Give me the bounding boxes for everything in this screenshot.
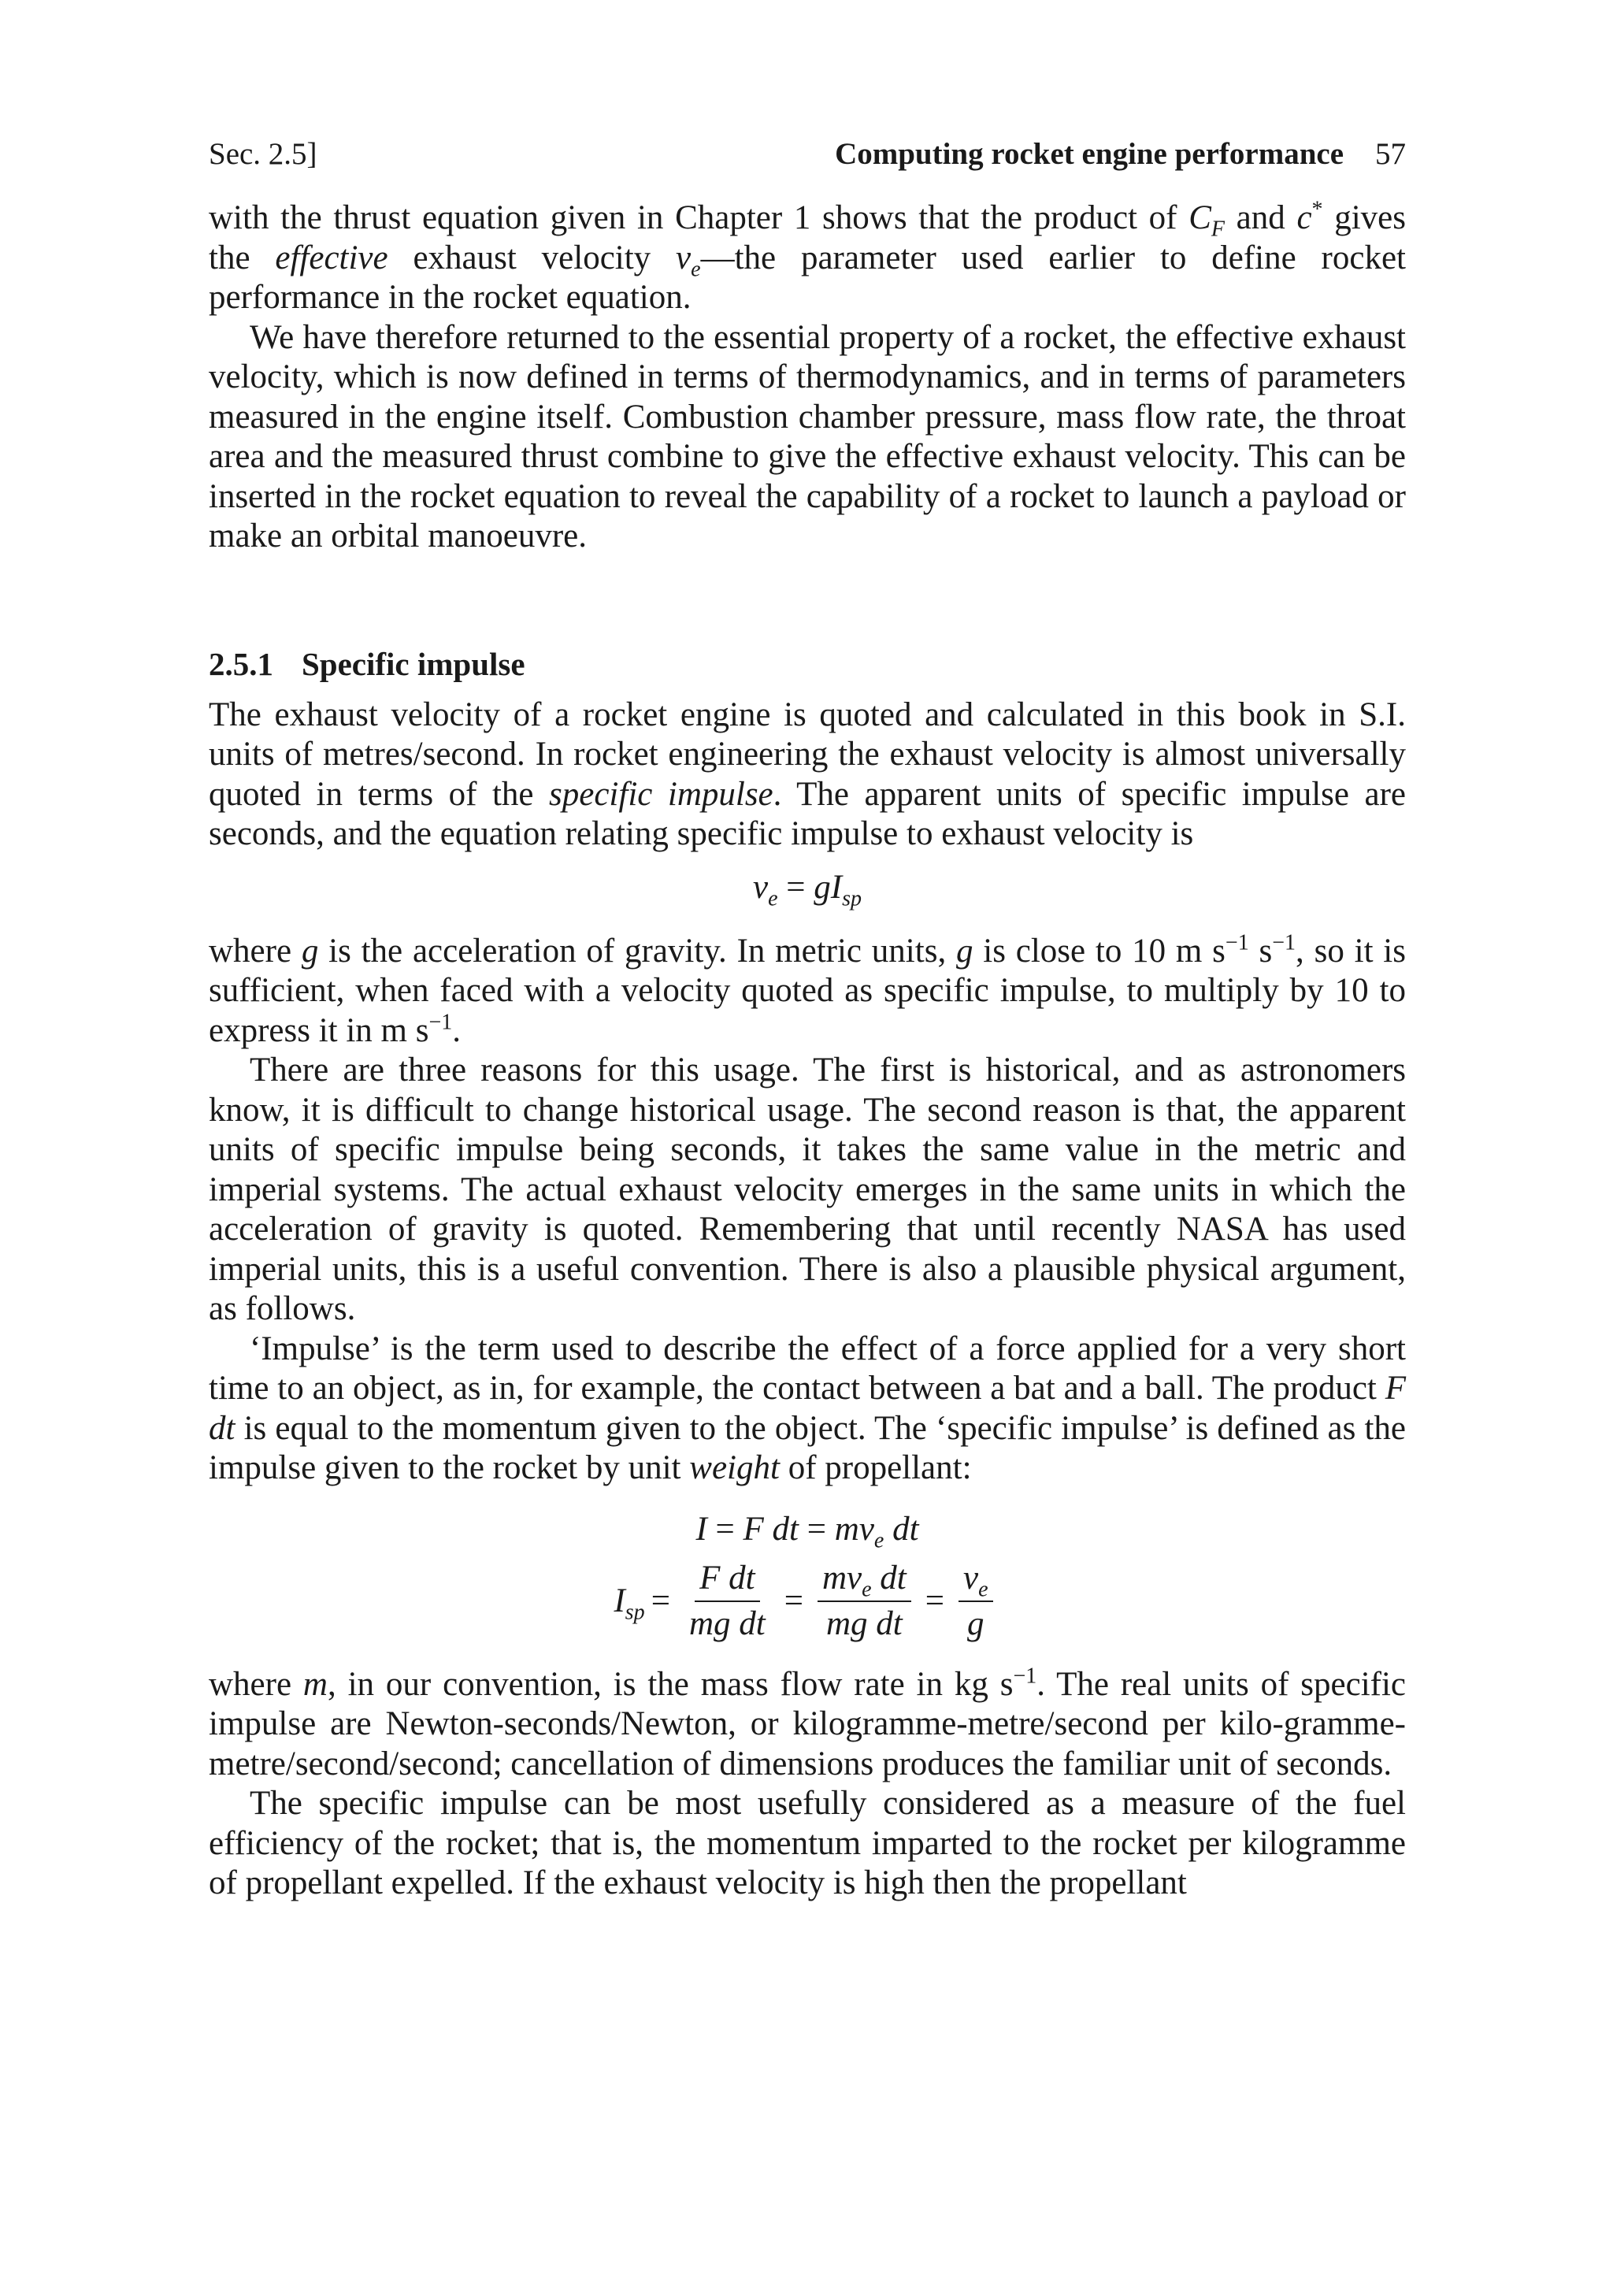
paragraph-7: where m, in our convention, is the mass flow rate in kg $s^{-1}$. The real units of specific impulse are Newton-seconds/Newton, or kilogramme-metre/second per kilo-gramme-metre/second/second; cancellation of dimensions produces the familiar unit of seconds. bbox=[209, 1664, 1406, 1782]
paragraph-1: with the thrust equation given in Chapter 1 shows that the product of $C_F$ and c* gives the effective exhaust velocity $v_e—the$ parameter used earlier to define rocket performance in the rocket equation. bbox=[209, 197, 1406, 316]
fraction-3: $\frac{v_e}{g}$ bbox=[959, 1558, 993, 1645]
equation-impulse: I = F dt = $mv_e$ dt bbox=[695, 1510, 919, 1553]
equation-exhaust-velocity: $v_e = gI_{sp}$ bbox=[752, 868, 862, 911]
page-number: 57 bbox=[1375, 137, 1406, 171]
fraction-2: $\frac{mv_e dt}{\text{mg dt}}$ bbox=[818, 1558, 911, 1645]
paragraph-6: ‘Impulse’ is the term used to describe the effect of a force applied for a very short time to an object, as in, for example, the contact between a bat and a ball. The product F dt is equal to the momentum given to the object. The ‘specific impulse’ is defined as the impulse given to the rocket by unit weight of propellant: bbox=[209, 1330, 1406, 1486]
paragraph-8: The specific impulse can be most usefully considered as a measure of the fuel efficiency of the rocket; that is, the momentum imparted to the rocket per kilogramme of propellant expelled. If the exhaust velocity is high then the propellant bbox=[209, 1785, 1406, 1901]
paragraph-2: We have therefore returned to the essential property of a rocket, the effective exhaust velocity, which is now defined in terms of thermodynamics, and in terms of parameters measured in the engine itself. Combustion chamber pressure, mass flow rate, the throat area and the measured thrust combine to give the effective exhaust velocity. This can be inserted in the rocket equation to reveal the capability of a rocket to launch a payload or make an orbital manoeuvre. bbox=[209, 318, 1406, 555]
equation-specific-impulse: $I_{sp}$ = $\frac{\text{F dt}}{\text{mg dt}}$ = $\frac{mv_e dt}{\text{mg dt}}$ = $\frac{v_e}{g}$ bbox=[209, 1558, 1406, 1645]
running-title: Computing rocket engine performance bbox=[835, 137, 1344, 171]
section-title: Specific impulse bbox=[302, 645, 525, 682]
page bbox=[209, 134, 1406, 1904]
running-head bbox=[209, 134, 1406, 175]
paragraph-5: There are three reasons for this usage. The first is historical, and as astronomers know, it is difficult to change historical usage. The second reason is that, the apparent units of specific impulse being seconds, it takes the same value in the metric and imperial systems. The actual exhaust velocity emerges in the same units in which the acceleration of gravity is quoted. Remembering that until recently NASA has used imperial units, this is a useful convention. There is also a plausible physical argument, as follows. bbox=[209, 1052, 1406, 1327]
section-ref: Sec. 2.5] bbox=[209, 137, 317, 171]
section-number: 2.5.1 bbox=[209, 645, 273, 682]
fraction-1: $\frac{\text{F dt}}{\text{mg dt}}$ bbox=[688, 1559, 766, 1642]
paragraph-3: The exhaust velocity of a rocket engine is quoted and calculated in this book in S.I. units of metres/second. In rocket engineering the exhaust velocity is almost universally quoted in terms of the specific impulse. The apparent units of specific impulse are seconds, and the equation relating specific impulse to exhaust velocity is bbox=[209, 695, 1406, 852]
section-heading bbox=[209, 642, 1406, 686]
paragraph-4: where g is the acceleration of gravity. In metric units, g is close to 10 m $s^{-1}$ $s^{-1}$, so it is sufficient, when faced with a velocity quoted as specific impulse, to multiply by 10 to express it in m $s^{-1}$. bbox=[209, 930, 1406, 1049]
